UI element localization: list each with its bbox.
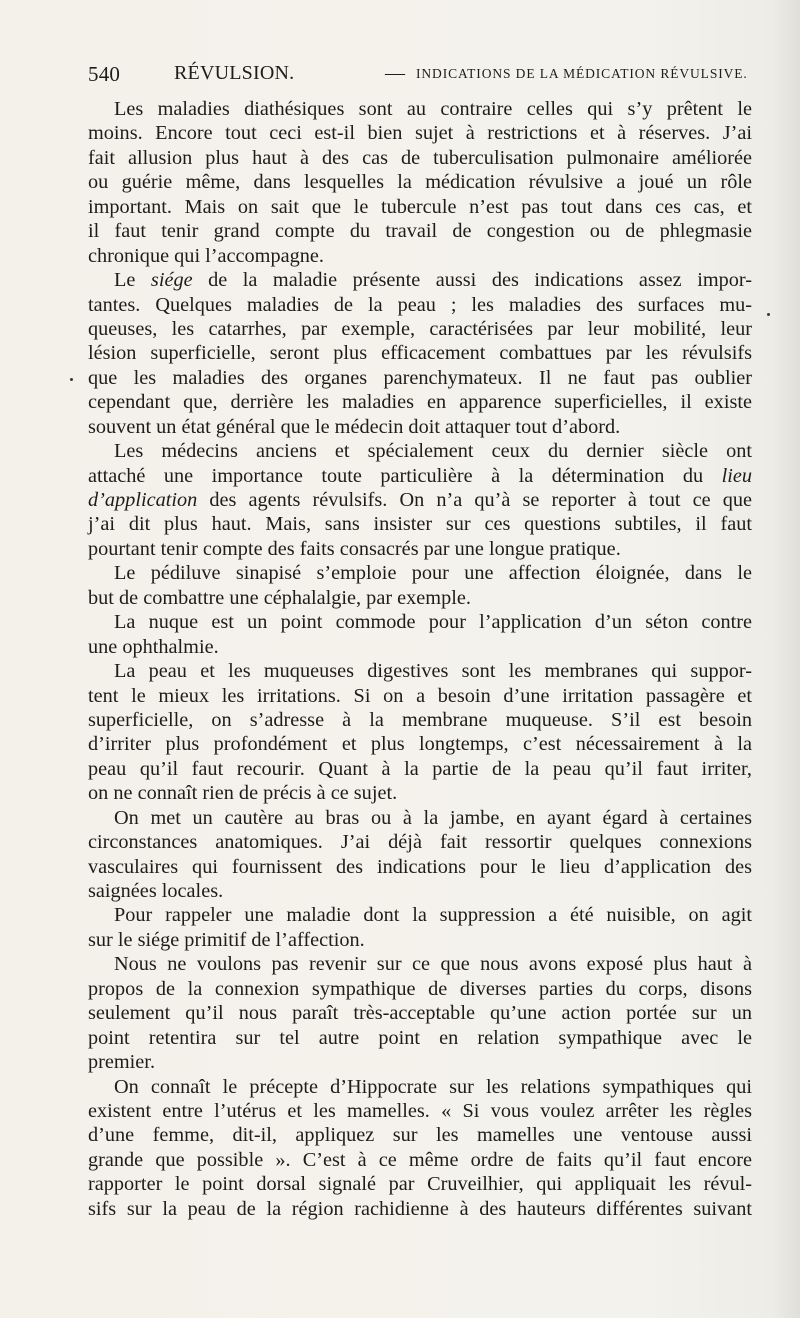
text-run: superficielle, on s’adresse à la membrane muqueuse. S’il est besoin — [88, 708, 752, 731]
text-line — [88, 341, 752, 365]
text-run: seulement qu’il nous paraît très-acceptable qu’une action portée sur un — [88, 1002, 752, 1025]
text-line — [88, 1001, 752, 1025]
text-run: tantes. Quelques maladies de la peau ; les maladies des surfaces mu- — [88, 293, 752, 316]
text-line — [88, 830, 752, 854]
text-run: pourtant tenir compte des faits consacrés par une longue pratique. — [88, 537, 621, 560]
text-run: circonstances anatomiques. J’ai déjà fait ressortir quelques connexions — [88, 831, 752, 854]
text-line — [88, 488, 752, 512]
text-run: tent le mieux les irritations. Si on a besoin d’une irritation passagère et — [88, 684, 752, 707]
text-line — [88, 1197, 752, 1221]
text-run: important. Mais on sait que le tubercule n’est pas tout dans ces cas, et — [88, 195, 752, 218]
text-line — [88, 317, 752, 341]
text-run: cependant que, derrière les maladies en apparence superficielles, il existe — [88, 391, 752, 414]
text-line — [88, 415, 752, 439]
text-run: Le pédiluve sinapisé s’emploie pour une affection éloignée, dans le — [114, 562, 752, 585]
text-line — [88, 879, 752, 903]
text-run: fait allusion plus haut à des cas de tuberculisation pulmonaire améliorée — [88, 146, 752, 169]
text-run: une ophthalmie. — [88, 635, 219, 658]
text-run: moins. Encore tout ceci est-il bien sujet à restrictions et à réserves. J’ai — [88, 122, 752, 145]
text-run: but de combattre une céphalalgie, par exemple. — [88, 586, 471, 609]
text-line — [88, 855, 752, 879]
text-line — [88, 806, 752, 830]
text-run: point retentira sur tel autre point en relation sympathique avec le — [88, 1026, 752, 1049]
text-line — [88, 439, 752, 463]
text-line — [88, 610, 752, 634]
text-run: On connaît le précepte d’Hippocrate sur les relations sympathiques qui — [114, 1075, 752, 1098]
text-line — [88, 732, 752, 756]
text-run: chronique qui l’accompagne. — [88, 244, 324, 267]
text-run: grande que possible ». C’est à ce même ordre de faits qu’il faut encore — [88, 1148, 752, 1171]
text-run: attaché une importance toute particulière à la détermination du — [88, 464, 722, 487]
text-run: Nous ne voulons pas revenir sur ce que nous avons exposé plus haut à — [114, 953, 752, 976]
text-run: On met un cautère au bras ou à la jambe, en ayant égard à certaines — [114, 806, 752, 829]
text-run: des agents révulsifs. On n’a qu’à se reporter à tout ce que — [197, 489, 752, 511]
text-line — [88, 659, 752, 683]
text-run: queuses, les catarrhes, par exemple, caractérisées par leur mobilité, leur — [88, 317, 752, 340]
text-line — [88, 219, 752, 243]
italic-term: lieu — [721, 464, 752, 487]
text-line — [88, 1026, 752, 1050]
text-run: propos de la connexion sympathique de diverses parties du corps, disons — [88, 977, 752, 1000]
text-run: il faut tenir grand compte du travail de congestion ou de phlegmasie — [88, 220, 752, 243]
text-line — [88, 977, 752, 1001]
text-line — [88, 684, 752, 708]
text-line — [88, 1148, 752, 1172]
text-line — [88, 97, 752, 121]
text-line — [88, 1172, 752, 1196]
text-run: La nuque est un point commode pour l’application d’un séton contre — [114, 611, 752, 634]
running-subtitle: INDICATIONS DE LA MÉDICATION RÉVULSIVE. — [416, 66, 748, 81]
print-speck — [70, 378, 73, 381]
text-line — [88, 390, 752, 414]
text-line — [88, 1050, 752, 1074]
text-line — [88, 635, 752, 659]
text-run: lésion superficielle, seront plus efficacement combattues par les révulsifs — [88, 342, 752, 365]
text-line — [88, 121, 752, 145]
italic-term: d’application — [88, 489, 198, 511]
text-line — [88, 781, 752, 805]
running-title: RÉVULSION. — [174, 62, 295, 84]
text-line — [88, 244, 752, 268]
text-line — [88, 1123, 752, 1147]
text-run: souvent un état général que le médecin doit attaquer tout d’abord. — [88, 415, 621, 438]
text-run: on ne connaît rien de précis à ce sujet. — [88, 782, 398, 805]
text-run: Les médecins anciens et spécialement ceux du dernier siècle ont — [114, 440, 752, 463]
text-line — [88, 170, 752, 194]
text-line — [88, 464, 752, 488]
text-line — [88, 1075, 752, 1099]
text-run: sur le siége primitif de l’affection. — [88, 928, 365, 951]
text-line — [88, 366, 752, 390]
text-run: d’irriter plus profondément et plus longtemps, c’est nécessairement à la — [88, 733, 752, 756]
text-run: La peau et les muqueuses digestives sont les membranes qui suppor- — [114, 660, 752, 683]
text-line — [88, 146, 752, 170]
page-edge-shadow — [772, 0, 800, 1318]
text-line — [88, 1099, 752, 1123]
text-run: rapporter le point dorsal signalé par Cruveilhier, qui appliquait les révul- — [88, 1173, 752, 1196]
text-run: peau qu’il faut recourir. Quant à la partie de la peau qu’il faut irriter, — [88, 757, 752, 780]
running-header — [88, 62, 752, 92]
text-run: ou guérie même, dans lesquelles la médication révulsive a joué un rôle — [88, 171, 752, 194]
text-line — [88, 952, 752, 976]
text-line — [88, 293, 752, 317]
text-run: d’une femme, dit-il, appliquez sur les mamelles une ventouse aussi — [88, 1124, 752, 1147]
text-line — [88, 928, 752, 952]
header-dash: — — [385, 62, 406, 84]
text-run: sifs sur la peau de la région rachidienne à des hauteurs différentes suivant — [88, 1197, 752, 1220]
text-line — [88, 268, 752, 292]
text-line — [88, 586, 752, 610]
text-run: vasculaires qui fournissent des indications pour le lieu d’application des — [88, 855, 752, 878]
text-line — [88, 903, 752, 927]
text-run: existent entre l’utérus et les mamelles. « Si vous voulez arrêter les règles — [88, 1099, 752, 1122]
body-text — [88, 97, 752, 1221]
text-line — [88, 757, 752, 781]
text-line — [88, 195, 752, 219]
italic-term: siége — [150, 269, 193, 292]
text-run: Pour rappeler une maladie dont la suppression a été nuisible, on agit — [114, 904, 752, 927]
text-run: Les maladies diathésiques sont au contraire celles qui s’y prêtent le — [114, 98, 752, 120]
text-run: Le — [114, 269, 151, 292]
page-number: 540 — [88, 62, 121, 86]
text-run: de la maladie présente aussi des indications assez impor- — [192, 269, 752, 292]
text-line — [88, 561, 752, 585]
text-run: j’ai dit plus haut. Mais, sans insister sur ces questions subtiles, il faut — [88, 513, 752, 536]
text-run: saignées locales. — [88, 880, 224, 902]
text-line — [88, 537, 752, 561]
print-speck — [767, 313, 770, 316]
text-line — [88, 708, 752, 732]
text-run: premier. — [88, 1051, 156, 1074]
text-line — [88, 512, 752, 536]
text-run: que les maladies des organes parenchymateux. Il ne faut pas oublier — [88, 366, 752, 389]
